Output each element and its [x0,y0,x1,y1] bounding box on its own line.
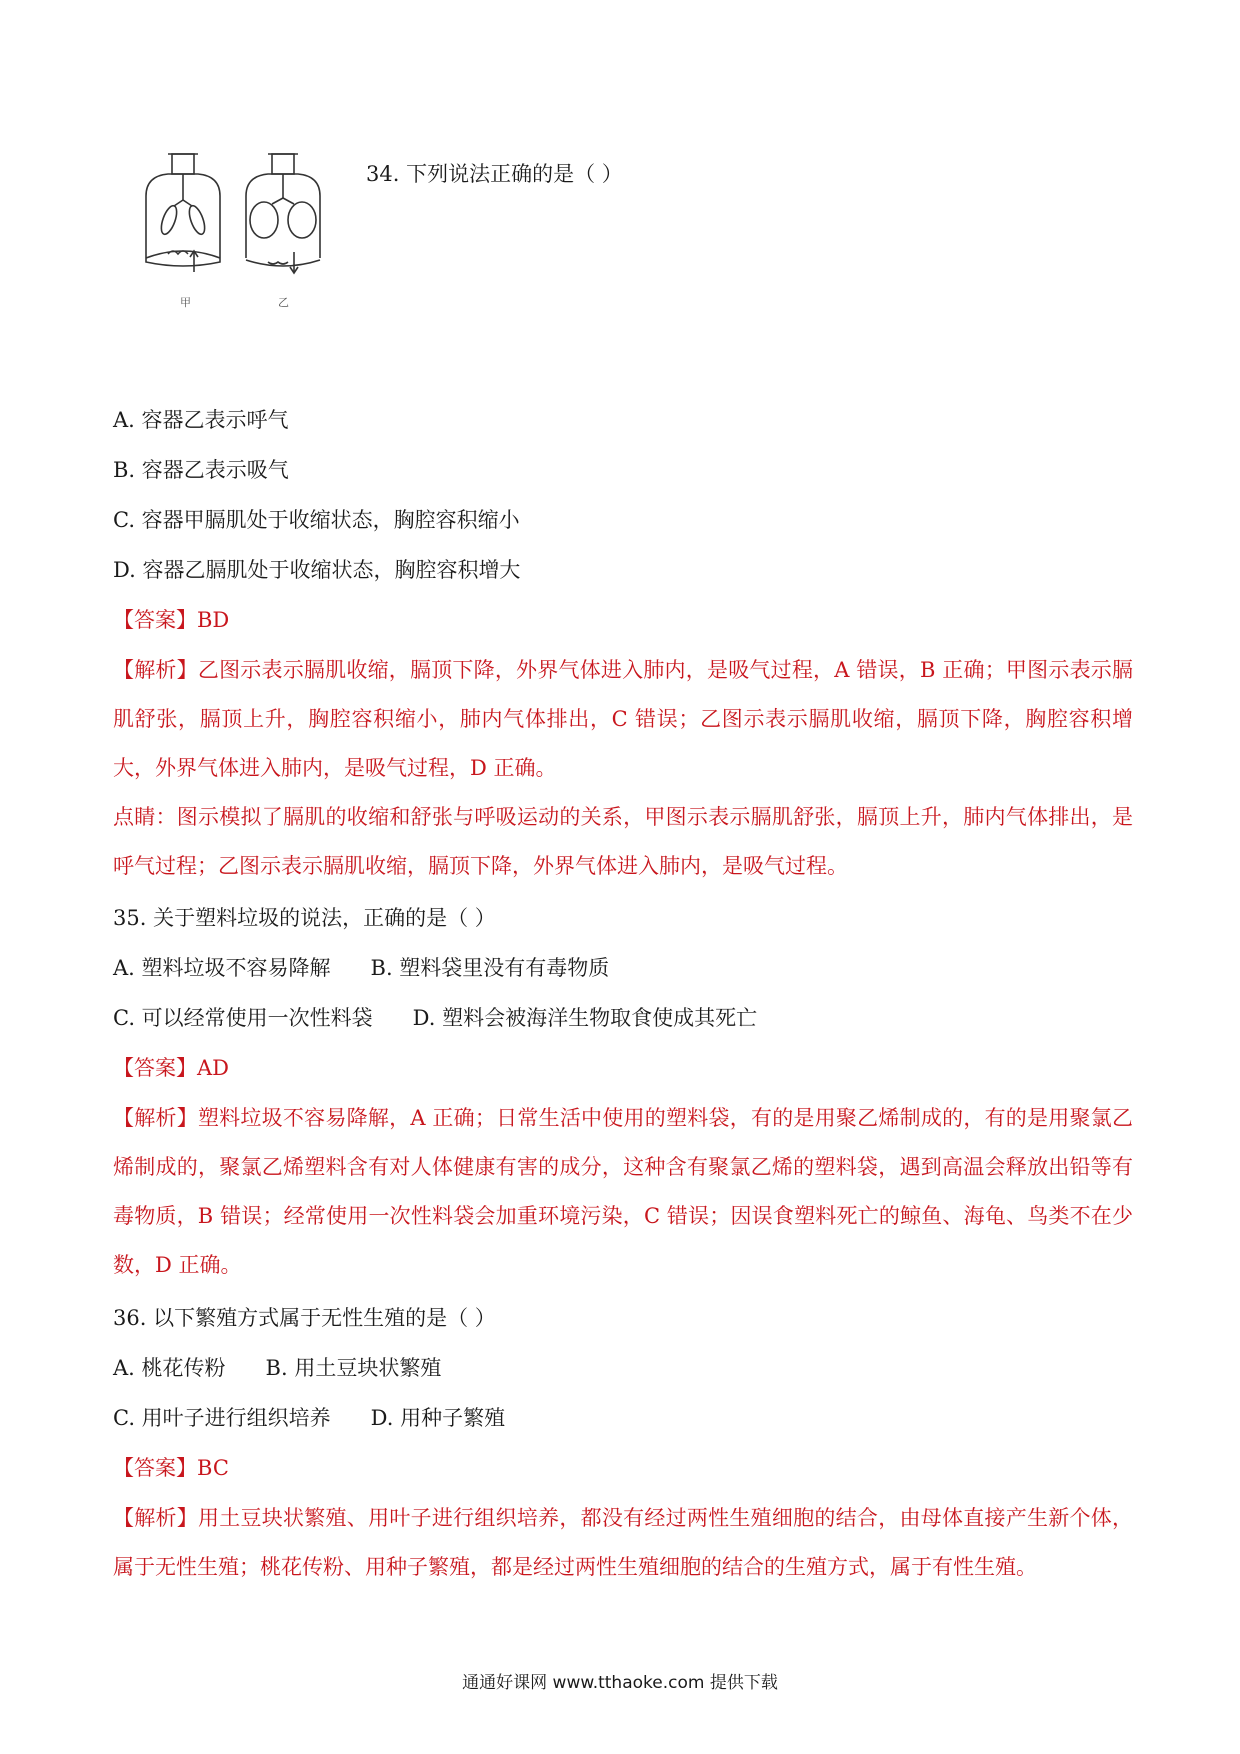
q36-option-d: D. 用种子繁殖 [370,1406,506,1430]
q35-option-a: A. 塑料垃圾不容易降解 [113,956,331,980]
q36-title: 36. 以下繁殖方式属于无性生殖的是（ ） [113,1306,496,1330]
q35-options-row1 [113,954,609,982]
q34-option-a: A. 容器乙表示呼气 [113,408,289,432]
q34-note: 点睛：图示模拟了膈肌的收缩和舒张与呼吸运动的关系，甲图示表示膈肌舒张，膈顶上升，肺内气体排出，是呼气过程；乙图示表示膈肌收缩，膈顶下降，外界气体进入肺内，是吸气过程。 [113,805,1133,878]
q35-option-b: B. 塑料袋里没有有毒物质 [370,956,610,980]
q36-option-a: A. 桃花传粉 [113,1356,226,1380]
jar-left-lung-r [186,204,208,236]
q34-title: 34. 下列说法正确的是（ ） [366,162,623,186]
q36-answer: 【答案】BC [113,1456,229,1480]
q36-options-row2 [113,1404,505,1432]
bell-jar-diagram [128,148,343,318]
label-jar-left: 甲 [180,296,191,309]
label-jar-right: 乙 [278,296,289,309]
jar-right-lung-l [250,202,278,238]
q34-analysis: 【解析】乙图示表示膈肌收缩，膈顶下降，外界气体进入肺内，是吸气过程，A 错误，B 正确；甲图示表示膈肌舒张，膈顶上升，胸腔容积缩小，肺内气体排出，C 错误；乙图示表示膈肌收缩，膈顶下降，胸腔容积增大，外界气体进入肺内，是吸气过程，D 正确。 [113,658,1133,780]
jar-left-lung-l [158,204,180,236]
q35-title: 35. 关于塑料垃圾的说法，正确的是（ ） [113,906,496,930]
breathing-model-svg [128,148,343,318]
jar-right-lung-r [288,202,316,238]
q35-options-row2 [113,1004,757,1032]
q34-option-b: B. 容器乙表示吸气 [113,458,289,482]
jar-left-membrane [146,251,220,258]
q34-option-d: D. 容器乙膈肌处于收缩状态，胸腔容积增大 [113,558,521,582]
q35-option-c: C. 可以经常使用一次性料袋 [113,1006,373,1030]
q35-analysis: 【解析】塑料垃圾不容易降解，A 正确；日常生活中使用的塑料袋，有的是用聚乙烯制成的，有的是用聚氯乙烯制成的，聚氯乙烯塑料含有对人体健康有害的成分，这种含有聚氯乙烯的塑料袋，遇到高温会释放出铅等有毒物质，B 错误；经常使用一次性料袋会加重环境污染，C 错误；因误食塑料死亡的鲸鱼、海龟、鸟类不在少数，D 正确。 [113,1106,1133,1277]
q36-analysis: 【解析】用土豆块状繁殖、用叶子进行组织培养，都没有经过两性生殖细胞的结合，由母体直接产生新个体，属于无性生殖；桃花传粉、用种子繁殖，都是经过两性生殖细胞的结合的生殖方式，属于有性生殖。 [113,1506,1133,1579]
jar-right-stopper [272,154,294,174]
q36-options-row1 [113,1354,441,1382]
q34-answer: 【答案】BD [113,608,230,632]
q34-option-c: C. 容器甲膈肌处于收缩状态，胸腔容积缩小 [113,508,520,532]
jar-right-membrane [246,260,320,266]
q35-answer: 【答案】AD [113,1056,230,1080]
page-footer: 通通好课网 www.tthaoke.com 提供下载 [462,1673,778,1693]
q36-option-c: C. 用叶子进行组织培养 [113,1406,331,1430]
q36-option-b: B. 用土豆块状繁殖 [265,1356,442,1380]
jar-left-stopper [172,154,194,174]
q35-option-d: D. 塑料会被海洋生物取食使成其死亡 [412,1006,758,1030]
